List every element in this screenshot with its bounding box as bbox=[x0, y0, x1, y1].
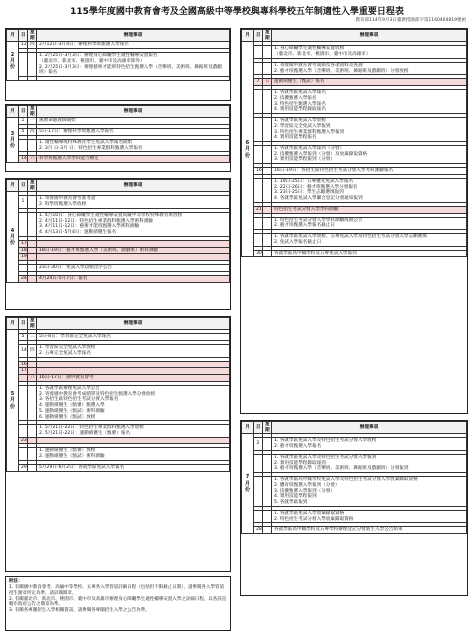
event-cell bbox=[37, 361, 230, 368]
weekday-cell: 二 bbox=[28, 334, 37, 341]
weekday-cell bbox=[263, 178, 272, 202]
event-cell: 特色招生考試分發入學學科測驗 bbox=[272, 206, 467, 213]
weekday-cell bbox=[28, 240, 37, 247]
weekday-cell bbox=[28, 196, 37, 208]
weekday-cell bbox=[28, 139, 37, 151]
day-cell bbox=[254, 90, 263, 114]
table-row bbox=[242, 46, 467, 58]
table-row bbox=[242, 250, 467, 257]
table-row bbox=[7, 464, 230, 471]
weekday-cell bbox=[263, 217, 272, 229]
day-cell: 23 bbox=[19, 437, 28, 444]
table-row bbox=[7, 275, 230, 282]
weekday-cell bbox=[263, 118, 272, 142]
event-cell: 1. 各就學區辦理免試入學公告 2. 寄發國中教育會考成績單及特色招生甄選入學分發放榜 3. 各招生區特色招生考試分發入學報名 4. 運動績優生（甄審）甄選入學 5. 運動績優生（甄試）術科測驗 6. 運動績優生（甄試）放榜 bbox=[37, 385, 230, 420]
table-row bbox=[242, 206, 467, 213]
event-cell: 1. 各就學區高中職學校免試入學及特色招生考試分發入學放棄錄取資格 2. 體育班甄選入學報到（分發） 3. 技優甄審入學報到（分發） 4. 實用技能學程報到 5. 各就學區報到 bbox=[272, 477, 467, 507]
event-cell: 1. 各就學區免試入學及特色招生考試分發入學放榜 2. 藝才班甄選入學報名 bbox=[272, 438, 467, 450]
table-row bbox=[242, 146, 467, 164]
weekday-cell bbox=[263, 454, 272, 472]
event-cell: 1. 適性輔導或特殊教育學生免試入學報名開始 2. 3月 日-3月 日：特色招生專業群科甄選入學報名 bbox=[37, 139, 230, 151]
footnote-line: 2. 有關臺北市、新北市、桃園市、臺中市及高雄市辦理身心障礙學生適性輔導安置入學之詳細日程，以各該直轄市政府公告之簡章為準。 bbox=[9, 596, 227, 608]
event-cell: 23日-30日：免試入學超額比序公告 bbox=[37, 265, 230, 272]
header-day: 日 bbox=[19, 318, 28, 330]
weekday-cell bbox=[263, 250, 272, 257]
month-cell: 6月份 bbox=[242, 42, 254, 257]
table-row bbox=[7, 196, 230, 208]
weekday-cell bbox=[28, 425, 37, 437]
day-cell bbox=[19, 375, 28, 382]
schedule-table bbox=[241, 29, 467, 257]
day-cell bbox=[254, 146, 263, 164]
header-event: 辦理事項 bbox=[37, 106, 230, 118]
table-row bbox=[7, 425, 230, 437]
day-cell: 29 bbox=[19, 464, 28, 471]
table-row bbox=[242, 477, 467, 507]
day-cell bbox=[254, 454, 263, 472]
month-cell: 5月份 bbox=[7, 330, 19, 471]
panel-mar bbox=[5, 104, 231, 172]
day-cell: 17 bbox=[19, 240, 28, 247]
day-cell bbox=[254, 477, 263, 507]
table-row bbox=[7, 361, 230, 368]
header-weekday: 星期 bbox=[263, 30, 272, 42]
schedule-table bbox=[6, 179, 230, 283]
day-cell bbox=[19, 212, 28, 236]
weekday-cell bbox=[28, 437, 37, 444]
header-day: 日 bbox=[19, 30, 28, 42]
table-row bbox=[7, 118, 230, 125]
table-row bbox=[242, 90, 467, 114]
weekday-cell bbox=[263, 62, 272, 74]
table-row bbox=[7, 212, 230, 236]
day-cell: 16 bbox=[254, 168, 263, 175]
table-header-row bbox=[7, 318, 230, 330]
day-cell bbox=[19, 139, 28, 151]
table-row bbox=[7, 254, 230, 261]
day-cell: 19 bbox=[19, 254, 28, 261]
header-month: 月 bbox=[7, 30, 19, 42]
day-cell: 24 bbox=[19, 275, 28, 282]
table-header-row bbox=[242, 422, 467, 434]
header-weekday: 星期 bbox=[28, 106, 37, 118]
header-day: 日 bbox=[254, 30, 263, 42]
weekday-cell: 四 bbox=[28, 129, 37, 136]
schedule-table bbox=[241, 421, 467, 534]
event-cell: 1. 各就學區免試入學放榜 2. 學習區完全免試入學報到 3. 特色招生專業群科甄選入學報到 4. 實用技能學程報名 bbox=[272, 118, 467, 142]
header-weekday: 星期 bbox=[28, 318, 37, 330]
table-header-row bbox=[7, 106, 230, 118]
weekday-cell bbox=[263, 206, 272, 213]
day-cell bbox=[19, 448, 28, 460]
event-cell: 5日-17日：辦理科學班甄選入學報名 bbox=[37, 129, 230, 136]
event-cell: 16日-19日：各招生區特色招生考試分發入學考科測驗報名 bbox=[272, 168, 467, 175]
day-cell: 5 bbox=[19, 334, 28, 341]
table-row bbox=[7, 345, 230, 357]
table-row bbox=[242, 454, 467, 472]
day-cell: 17 bbox=[19, 368, 28, 375]
header-event: 辦理事項 bbox=[272, 30, 467, 42]
day-cell: 28 bbox=[254, 527, 263, 534]
event-cell: 1. 特色招生考試分發入學學科測驗成績公告 2. 藝才班甄選入學報名截止日 bbox=[272, 217, 467, 229]
table-row bbox=[242, 118, 467, 142]
header-event: 辦理事項 bbox=[37, 318, 230, 330]
day-cell bbox=[254, 62, 263, 74]
event-cell: 1. 各就學區免試入學報名 2. 技優甄審入學報名 3. 特色招生甄選入學報名 4. 實用技能學程錄取報名 bbox=[272, 90, 467, 114]
weekday-cell bbox=[28, 275, 37, 282]
day-cell: 1 bbox=[19, 196, 28, 208]
event-cell bbox=[37, 77, 230, 81]
day-cell: 7 bbox=[254, 79, 263, 86]
event-cell: 2月12日-3月4日：辦理科學班甄選入學報名 bbox=[37, 42, 230, 49]
table-row bbox=[242, 62, 467, 74]
event-cell: 1. 學習區完全免試入學放榜 2. 五專完全免試入學報名 bbox=[37, 345, 230, 357]
weekday-cell bbox=[263, 90, 272, 114]
table-row bbox=[7, 129, 230, 136]
header-day: 日 bbox=[19, 180, 28, 192]
day-cell bbox=[19, 425, 28, 437]
month-cell: 7月份 bbox=[242, 434, 254, 534]
weekday-cell bbox=[263, 168, 272, 175]
weekday-cell bbox=[263, 510, 272, 522]
event-cell: 運動績優生（甄試）報名 bbox=[272, 79, 467, 86]
weekday-cell: 日 bbox=[263, 79, 272, 86]
header-event: 辦理事項 bbox=[272, 422, 467, 434]
table-row bbox=[242, 510, 467, 522]
weekday-cell bbox=[263, 234, 272, 246]
event-cell: 4月24日-5月7日：報名 bbox=[37, 275, 230, 282]
day-cell bbox=[19, 385, 28, 420]
footnote-line: 3. 有關各專團招生入學相關資訊，請參閱各專團招生入學之公告為準。 bbox=[9, 608, 150, 614]
table-row bbox=[7, 265, 230, 272]
header-weekday: 星期 bbox=[28, 30, 37, 42]
table-row bbox=[242, 178, 467, 202]
table-row bbox=[242, 168, 467, 175]
day-cell: 30 bbox=[254, 250, 263, 257]
table-row bbox=[242, 79, 467, 86]
panel-may bbox=[5, 316, 231, 572]
day-cell bbox=[19, 53, 28, 77]
day-cell: 18 bbox=[19, 247, 28, 254]
table-row bbox=[242, 217, 467, 229]
header-day: 日 bbox=[19, 106, 28, 118]
event-cell: 1. 寄發國中教育會考准考證 2. 科學班甄選入學放榜 bbox=[37, 196, 230, 208]
table-header-row bbox=[7, 30, 230, 42]
day-cell: 1 bbox=[19, 118, 28, 125]
header-event: 辦理事項 bbox=[37, 30, 230, 42]
weekday-cell bbox=[28, 464, 37, 471]
month-cell: 2月份 bbox=[7, 42, 19, 81]
event-cell: 1. 各就學區免試入學放棄錄取資格 2. 特色招生考試分發入學放棄錄取資格 bbox=[272, 510, 467, 522]
table-row bbox=[7, 77, 230, 81]
day-cell: 14 bbox=[19, 345, 28, 357]
weekday-cell bbox=[28, 247, 37, 254]
weekday-cell bbox=[28, 361, 37, 368]
table-row bbox=[7, 247, 230, 254]
event-cell: 1. 19日-25日：五專優先免試入學報名 2. 22日-26日：藝才班甄選入學分發報名 3. 23日-25日：學生志願選填報到 4. 各就學區免試入學聯合登記分發通知報到 bbox=[272, 178, 467, 202]
event-cell: 18日-19日：藝才班甄選入學（美術班、戲劇班）術科測驗 bbox=[37, 247, 230, 254]
event-cell: 各就學區高中職學校及五專免試入學報到 bbox=[272, 250, 467, 257]
event-cell: 各就學區高中職學校及五專學校辦理登記分發新生入學公告結束 bbox=[272, 527, 467, 534]
table-row bbox=[7, 448, 230, 460]
header-event: 辦理事項 bbox=[37, 180, 230, 192]
event-cell: 1. 各就學區免試入學報到（分發） 2. 技優甄審入學報到（分發）及放棄錄取資格 3. 實用技能學程報到（分發） bbox=[272, 146, 467, 164]
weekday-cell bbox=[263, 527, 272, 534]
day-cell bbox=[254, 178, 263, 202]
page-title: 115學年度國中教育會考及全國高級中等學校與專科學校五年制適性入學重要日程表 bbox=[70, 7, 404, 17]
table-row bbox=[7, 240, 230, 247]
event-cell: 1. 5月21日-22日：特色招生專業群科甄選入學放榜 2. 5月21日-22日：運動績優生（甄審）報名 bbox=[37, 425, 230, 437]
day-cell bbox=[19, 265, 28, 272]
table-row bbox=[7, 368, 230, 375]
weekday-cell: 六 bbox=[28, 156, 37, 163]
panel-feb-mar bbox=[5, 28, 231, 101]
event-cell: 5月29日-6月2日：各就學區免試入學報名 bbox=[37, 464, 230, 471]
footnote-line: 1. 有關國中教育會考、高級中等學校、五專各入學管道詳細日程（包括但不限截止日期），請參閱各入學管道招生簡章所定為準，請詳閱簡章。 bbox=[9, 584, 224, 596]
table-row bbox=[7, 42, 230, 49]
day-cell bbox=[254, 234, 263, 246]
day-cell: 21 bbox=[254, 206, 263, 213]
weekday-cell: 六 bbox=[28, 375, 37, 382]
weekday-cell bbox=[263, 146, 272, 164]
table-header-row bbox=[242, 30, 467, 42]
document-reference-note: 教育部114年9月3日臺教授國部字第1140404819號函 bbox=[355, 18, 466, 23]
table-row bbox=[7, 53, 230, 77]
header-month: 月 bbox=[7, 318, 19, 330]
weekday-cell bbox=[28, 77, 37, 81]
header-month: 月 bbox=[242, 422, 254, 434]
event-cell: 1. 2月25日-3月3日：辦理身心障礙學生適性輔導安置報名 （臺北市、新北市、桃園市、臺中市及高雄市除外） 2. 2月25日-3月3日：辦理藝術才能班特色招生甄選入學（音樂班、美術班、舞蹈班及戲劇班）報名 bbox=[37, 53, 230, 77]
day-cell: 16 bbox=[19, 361, 28, 368]
day-cell: 12 bbox=[19, 42, 28, 49]
table-row bbox=[7, 375, 230, 382]
weekday-cell bbox=[28, 448, 37, 460]
header-weekday: 星期 bbox=[263, 422, 272, 434]
day-cell: 14 bbox=[19, 156, 28, 163]
weekday-cell: 四 bbox=[28, 42, 37, 49]
event-cell: 1. 身心障礙學生適性輔導安置放榜 （臺北市、新北市、桃園市、臺中市及高雄市） bbox=[272, 46, 467, 58]
schedule-table bbox=[6, 29, 230, 81]
footnotes-title: 附註： bbox=[9, 579, 23, 584]
weekday-cell bbox=[28, 53, 37, 77]
weekday-cell bbox=[263, 477, 272, 507]
event-cell: 5日-8日：學習區完全免試入學報名 bbox=[37, 334, 230, 341]
table-row bbox=[7, 139, 230, 151]
header-day: 日 bbox=[254, 422, 263, 434]
event-cell: 1. 各就學區免試入學及特色招生考試分發入學報到 2. 實用技能學程錄取報到 3. 藝才班甄選入學（音樂班、美術班、舞蹈班及戲劇班）分發報到 bbox=[272, 454, 467, 472]
day-cell bbox=[254, 217, 263, 229]
day-cell bbox=[254, 510, 263, 522]
day-cell bbox=[254, 118, 263, 142]
weekday-cell: 四 bbox=[28, 345, 37, 357]
weekday-cell bbox=[28, 265, 37, 272]
table-row bbox=[7, 437, 230, 444]
weekday-cell bbox=[263, 46, 272, 58]
weekday-cell bbox=[28, 254, 37, 261]
event-cell: 16日-17日：國中教育會考 bbox=[37, 375, 230, 382]
event-cell: 1. 運動績優生（甄審）放榜 2. 運動績優生（甄試）術科測驗 bbox=[37, 448, 230, 460]
month-cell: 3月份 bbox=[7, 118, 19, 163]
event-cell: 1. 寄發國中教育會考成績及各項資料及查詢 2. 藝才班甄選入學（音樂班、美術班、舞蹈班及戲劇班）分發放榜 bbox=[272, 62, 467, 74]
weekday-cell bbox=[263, 438, 272, 450]
day-cell: 2 bbox=[254, 438, 263, 450]
day-cell: 5 bbox=[19, 129, 28, 136]
table-row bbox=[7, 156, 230, 163]
event-cell: 1. 各就學區免試入學放榜、五專免試入學及特色招生考試分發入學志願選填 2. 免試入學報名截止日 bbox=[272, 234, 467, 246]
month-cell: 4月份 bbox=[7, 192, 19, 282]
day-cell bbox=[19, 77, 28, 81]
panel-jun bbox=[240, 28, 468, 414]
weekday-cell bbox=[28, 385, 37, 420]
event-cell: 科學班甄選入學學科能力檢定 bbox=[37, 156, 230, 163]
day-cell bbox=[254, 46, 263, 58]
header-weekday: 星期 bbox=[28, 180, 37, 192]
table-row bbox=[242, 234, 467, 246]
panel-jul bbox=[240, 420, 468, 596]
header-month: 月 bbox=[7, 180, 19, 192]
header-month: 月 bbox=[242, 30, 254, 42]
schedule-table bbox=[6, 105, 230, 163]
table-row bbox=[242, 438, 467, 450]
weekday-cell bbox=[28, 212, 37, 236]
event-cell bbox=[37, 254, 230, 261]
table-row bbox=[7, 385, 230, 420]
table-header-row bbox=[7, 180, 230, 192]
event-cell bbox=[37, 368, 230, 375]
weekday-cell: 一 bbox=[28, 118, 37, 125]
event-cell bbox=[37, 437, 230, 444]
event-cell: 1. 4月10日：身心障礙學生適性輔導安置高級中等學校特殊教育班放榜 2. 4月11日-12日：特色招生專業群科甄選入學術科測驗 3. 4月11日-12日：藝術才能班甄選入學術科測驗 4. 4月13日-5月4日：運動績優生報名 bbox=[37, 212, 230, 236]
event-cell bbox=[37, 240, 230, 247]
panel-apr bbox=[5, 178, 231, 310]
schedule-table bbox=[6, 317, 230, 472]
table-row bbox=[7, 334, 230, 341]
footnotes bbox=[5, 576, 231, 631]
table-row bbox=[242, 527, 467, 534]
weekday-cell bbox=[28, 368, 37, 375]
header-month: 月 bbox=[7, 106, 19, 118]
event-cell: 遴聘命題教師開始 bbox=[37, 118, 230, 125]
